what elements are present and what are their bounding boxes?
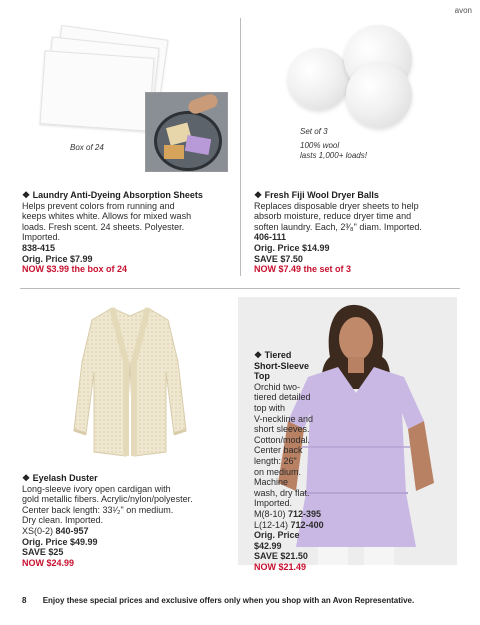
product-desc-line: Imported. xyxy=(22,232,61,243)
product-desc-line: tiered detailed xyxy=(254,392,311,403)
sale-price: NOW $7.49 the set of 3 xyxy=(254,264,352,275)
brand-logo: avon xyxy=(454,6,472,15)
page-number: 8 xyxy=(22,596,27,605)
sheets-caption: Box of 24 xyxy=(70,143,104,152)
page-footer xyxy=(22,596,414,605)
save-amount: SAVE $25 xyxy=(22,547,64,558)
original-price: Orig. Price $49.99 xyxy=(22,536,98,547)
size-code: 712-395 xyxy=(288,508,322,519)
product-desc-line: soften laundry. Each, 2³⁄₈" diam. Imported. xyxy=(254,221,422,232)
hand-graphic xyxy=(187,92,220,115)
product-desc-line: Machine xyxy=(254,477,289,488)
size-code: 712-400 xyxy=(290,519,324,530)
column-divider xyxy=(240,18,241,276)
laundry-drum-photo xyxy=(145,92,228,172)
product-title: ❖ Laundry Anti-Dyeing Absorption Sheets xyxy=(22,190,203,200)
size-item xyxy=(254,520,334,531)
product-desc-line: Imported. xyxy=(254,498,293,509)
dryer-ball-graphic xyxy=(346,62,412,128)
original-price: Orig. Price $7.99 xyxy=(22,253,93,264)
row-divider xyxy=(20,288,460,289)
product-desc-line: Center back xyxy=(254,445,303,456)
save-amount: SAVE $7.50 xyxy=(254,253,303,264)
sale-price: NOW $3.99 the box of 24 xyxy=(22,264,128,275)
product-title-line: Top xyxy=(254,371,270,382)
product-title: ❖ Eyelash Duster xyxy=(22,473,98,483)
original-price-line: $42.99 xyxy=(254,540,282,551)
caption-line: 100% wool xyxy=(300,141,340,150)
size-label: M(8-10) xyxy=(254,508,286,519)
product-desc-line: on medium. xyxy=(254,466,302,477)
size-code: 840-957 xyxy=(55,525,89,536)
product-desc-line: Replaces disposable dryer sheets to help xyxy=(254,200,419,211)
product-desc-line: Center back length: 33¹⁄₂" on medium. xyxy=(22,504,174,515)
product-desc-line: keeps whites white. Allows for mixed wash xyxy=(22,211,192,222)
sale-price: NOW $24.99 xyxy=(22,557,75,568)
sheet-graphic xyxy=(40,50,155,131)
product-desc-line: short sleeves. xyxy=(254,424,310,435)
product-desc-line: length: 26" xyxy=(254,455,297,466)
product-desc-line: Long-sleeve ivory open cardigan with xyxy=(22,483,171,494)
caption-line: lasts 1,000+ loads! xyxy=(300,151,367,160)
product-desc-line: wash, dry flat. xyxy=(254,487,310,498)
sale-price: NOW $21.49 xyxy=(254,561,307,572)
product-title-line: Short-Sleeve xyxy=(254,360,310,371)
cardigan-graphic xyxy=(70,302,190,462)
dryer-ball-graphic xyxy=(288,48,350,110)
product-desc-line: Helps prevent colors from running and xyxy=(22,200,175,211)
size-item xyxy=(22,526,234,537)
product-tiered-top xyxy=(254,350,334,572)
size-item xyxy=(254,509,334,520)
product-desc-line: top with xyxy=(254,402,286,413)
product-desc-line: Dry clean. Imported. xyxy=(22,515,104,526)
footer-disclaimer: Enjoy these special prices and exclusive offers only when you shop with an Avon Representative. xyxy=(42,596,415,605)
original-price: Orig. Price $14.99 xyxy=(254,242,330,253)
product-title: ❖ Fresh Fiji Wool Dryer Balls xyxy=(254,190,379,200)
product-eyelash-duster xyxy=(22,473,234,568)
cloth-graphic xyxy=(164,145,184,159)
caption-line: Set of 3 xyxy=(300,127,328,136)
item-number: 406-111 xyxy=(254,232,287,243)
product-desc-line: Orchid two- xyxy=(254,381,301,392)
size-label: XS(0-2) xyxy=(22,525,54,536)
product-desc-line: Cotton/modal. xyxy=(254,434,311,445)
product-desc-line: absorb moisture, reduce dryer time and xyxy=(254,211,412,222)
item-number: 838-415 xyxy=(22,242,56,253)
save-amount: SAVE $21.50 xyxy=(254,551,308,562)
product-desc-line: gold metallic fibers. Acrylic/nylon/polyester. xyxy=(22,494,193,505)
eyelash-duster-image xyxy=(70,302,190,462)
product-desc-line: loads. Fresh scent. 24 sheets. Polyester. xyxy=(22,221,185,232)
original-price-line: Orig. Price xyxy=(254,530,300,541)
size-label: L(12-14) xyxy=(254,519,289,530)
product-absorption-sheets xyxy=(22,190,234,275)
product-dryer-balls xyxy=(254,190,469,275)
product-title-line: ❖ Tiered xyxy=(254,350,292,360)
dryer-balls-caption xyxy=(300,127,367,161)
product-desc-line: V-neckline and xyxy=(254,413,314,424)
